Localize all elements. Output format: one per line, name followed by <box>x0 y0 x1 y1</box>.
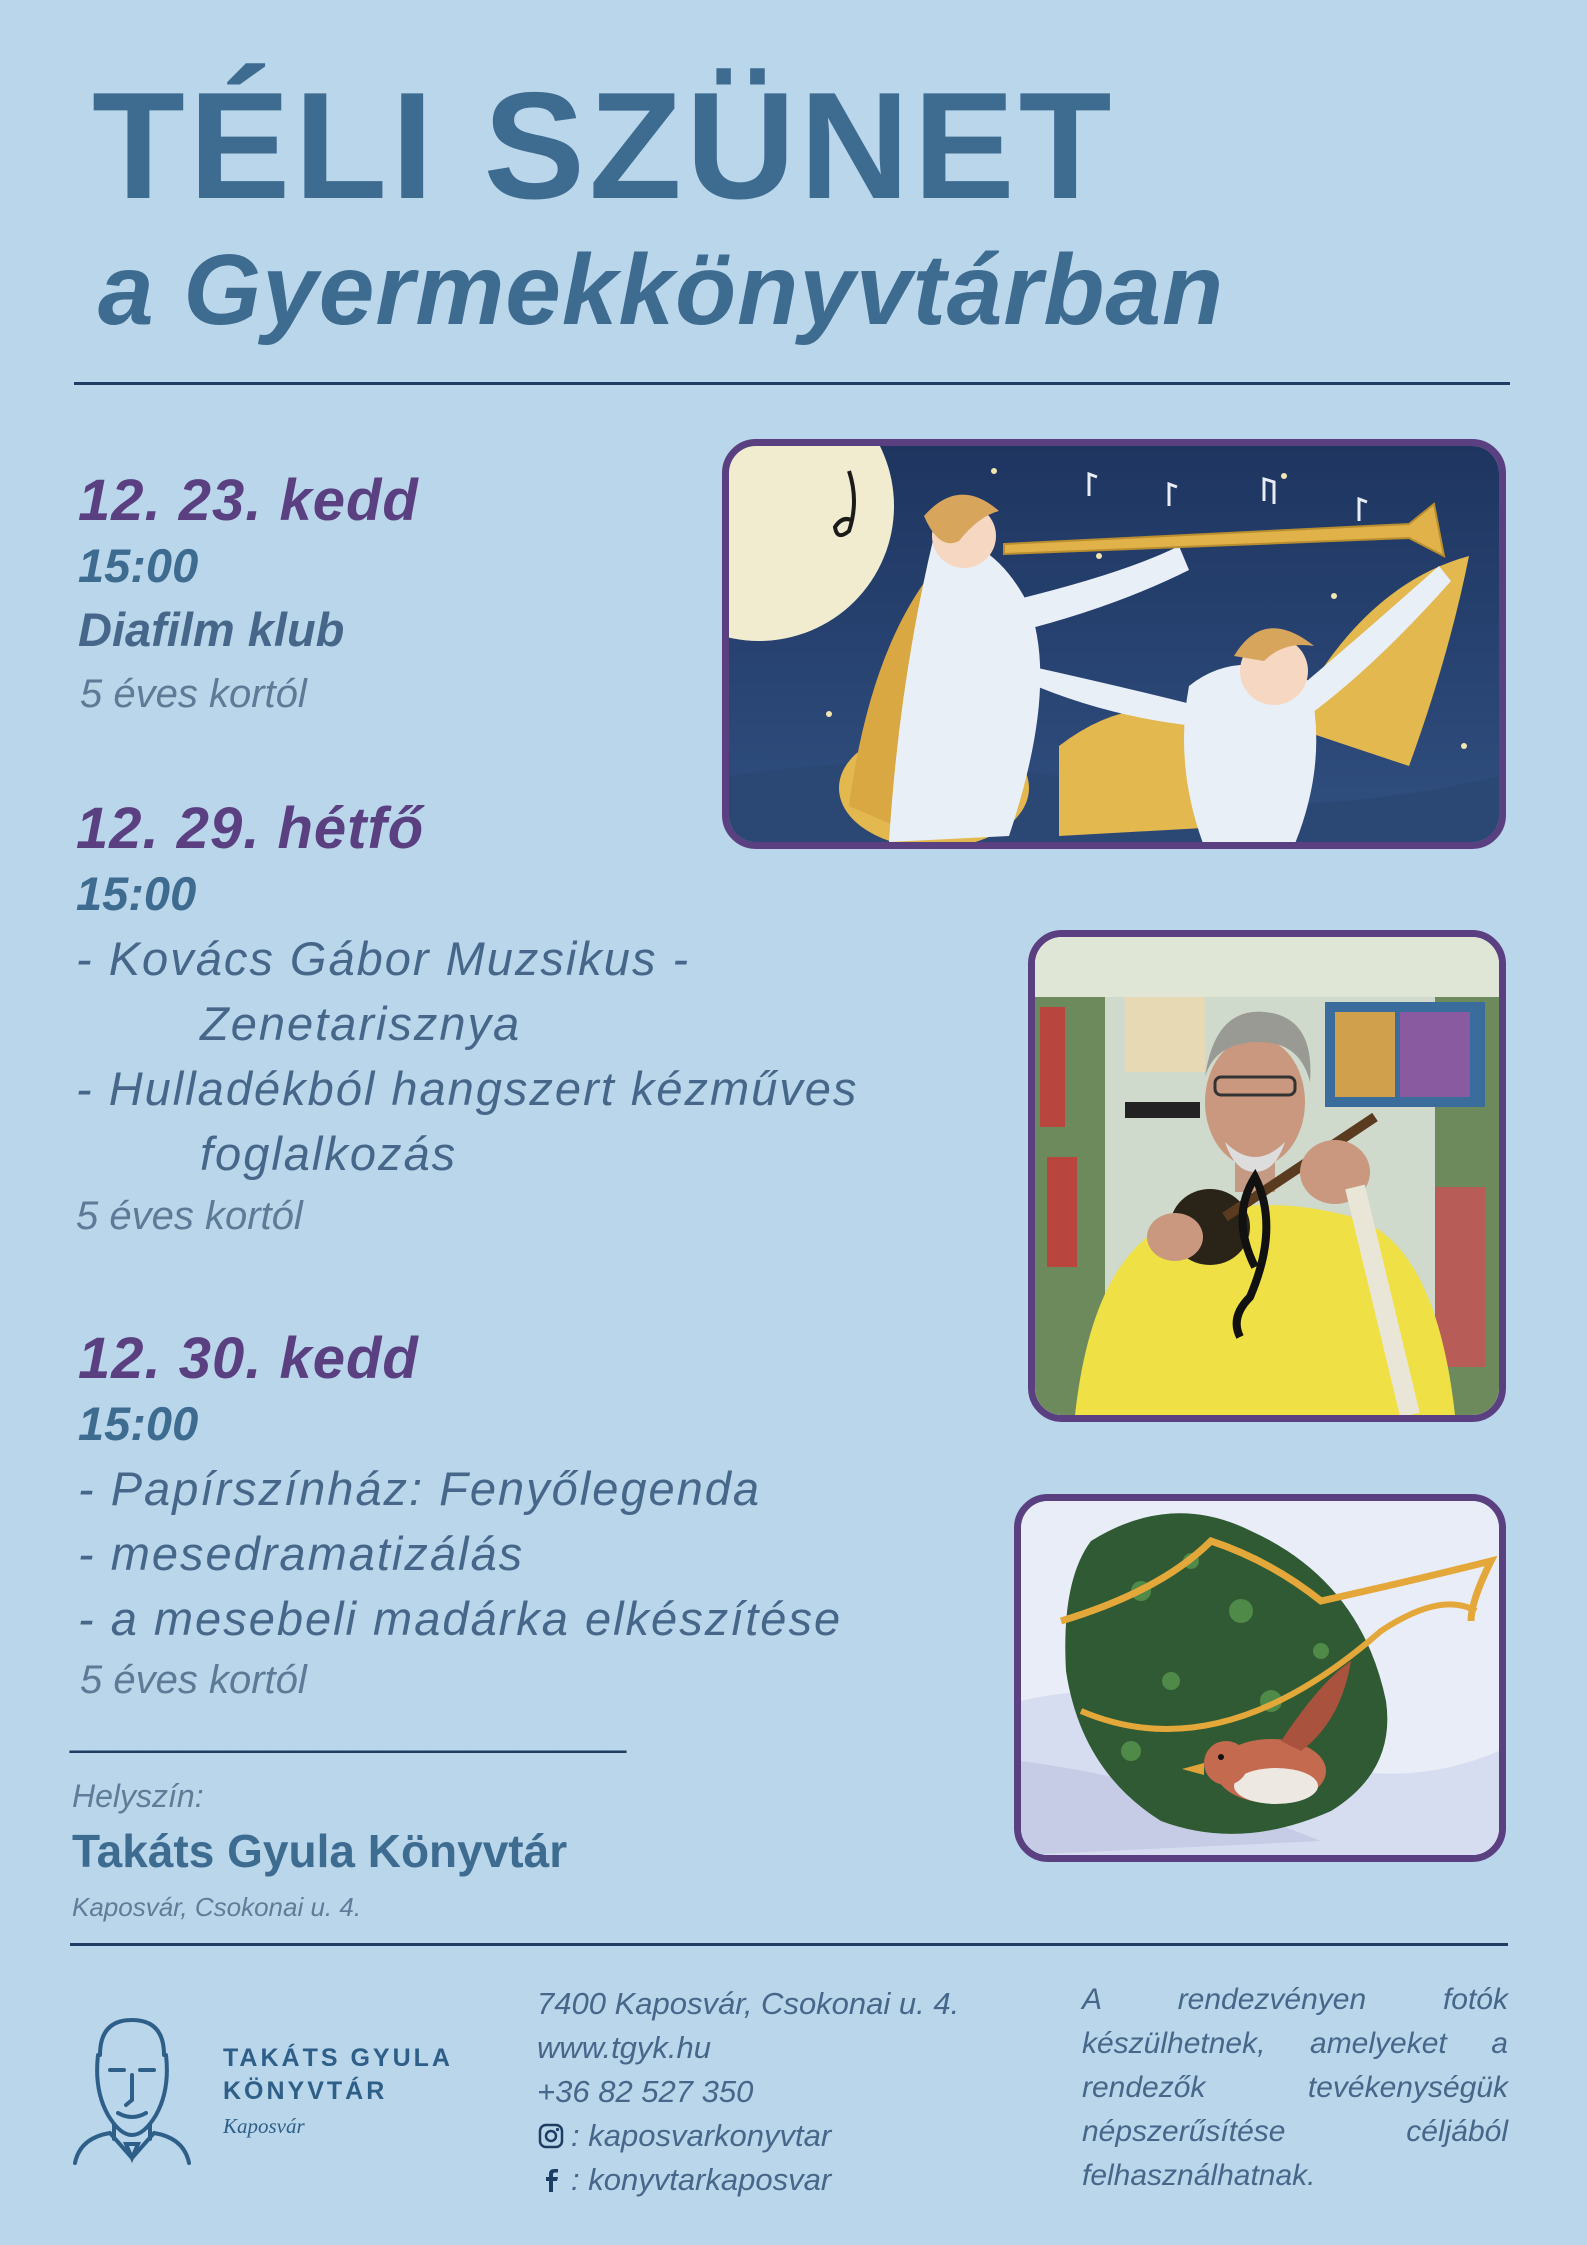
event-2-time: 15:00 <box>76 867 197 920</box>
instagram-handle: : kaposvarkonyvtar <box>571 2118 832 2153</box>
facebook-icon <box>537 2166 565 2194</box>
logo-name-line-2: KÖNYVTÁR <box>223 2077 388 2105</box>
location-label: Helyszín: <box>72 1778 204 1814</box>
event-1-program: Diafilm klub <box>78 603 345 656</box>
photo-notice: A rendezvényen fotók készülhetnek, amelyeket a rendezők tevékenységük népszerűsítése céljából felhasználhatnak. <box>1082 1983 1508 2192</box>
contact-facebook[interactable] <box>537 2158 959 2202</box>
event-2-program-line-1: - Kovács Gábor Muzsikus - <box>76 932 691 985</box>
footer-divider <box>70 1943 1508 1946</box>
event-2-age: 5 éves kortól <box>76 1194 303 1238</box>
title-divider <box>74 382 1510 385</box>
page-subtitle: a Gyermekkönyvtárban <box>98 234 1225 346</box>
contact-block <box>537 1982 959 2202</box>
event-1-age: 5 éves kortól <box>80 672 307 716</box>
event-2-date: 12. 29. hétfő <box>76 796 425 861</box>
angels-illustration <box>722 439 1506 849</box>
portrait-icon <box>70 2015 195 2165</box>
dashed-separator: _________________________ <box>70 1710 627 1754</box>
event-3-program-line-3: - a mesebeli madárka elkészítése <box>78 1592 843 1645</box>
logo-name-line-1: TAKÁTS GYULA <box>223 2044 453 2072</box>
library-logo <box>70 2015 195 2165</box>
location-address: Kaposvár, Csokonai u. 4. <box>72 1892 362 1922</box>
event-3-program-line-1: - Papírszínház: Fenyőlegenda <box>78 1462 762 1515</box>
contact-phone[interactable]: +36 82 527 350 <box>537 2074 754 2109</box>
event-3-time: 15:00 <box>78 1397 199 1450</box>
event-1-date: 12. 23. kedd <box>78 468 419 533</box>
event-3-age: 5 éves kortól <box>80 1658 307 1702</box>
page-title: TÉLI SZÜNET <box>92 61 1116 231</box>
event-1-time: 15:00 <box>78 539 199 592</box>
contact-address: 7400 Kaposvár, Csokonai u. 4. <box>537 1986 960 2021</box>
event-2-program-line-2: Zenetarisznya <box>200 997 522 1050</box>
event-3-program-line-2: - mesedramatizálás <box>78 1527 525 1580</box>
event-2-program-line-3: - Hulladékból hangszert kézműves <box>76 1062 859 1115</box>
musician-photo <box>1028 930 1506 1422</box>
event-2-program-line-4: foglalkozás <box>200 1127 458 1180</box>
location-name: Takáts Gyula Könyvtár <box>72 1825 568 1877</box>
facebook-handle: : konyvtarkaposvar <box>571 2162 832 2197</box>
instagram-icon <box>537 2122 565 2150</box>
contact-instagram[interactable] <box>537 2114 959 2158</box>
logo-city: Kaposvár <box>223 2114 305 2138</box>
event-3-date: 12. 30. kedd <box>78 1326 419 1391</box>
bird-illustration <box>1014 1494 1506 1862</box>
contact-website[interactable]: www.tgyk.hu <box>537 2030 712 2065</box>
